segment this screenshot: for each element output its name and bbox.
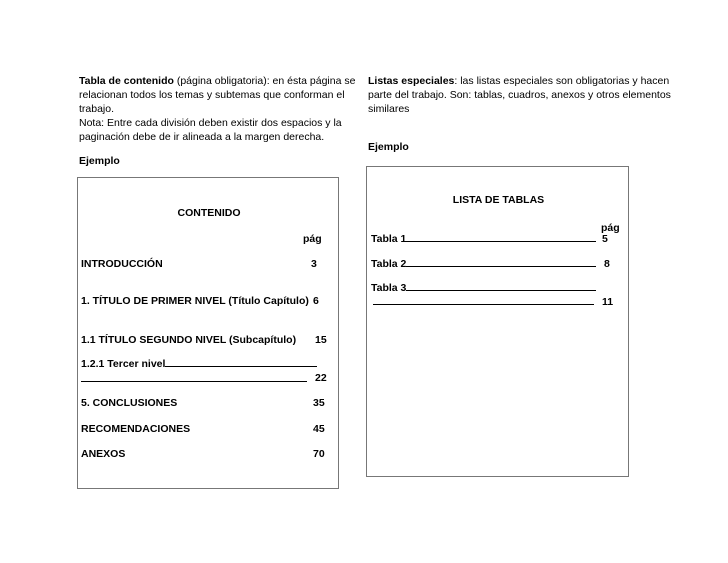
toc-intro-text: (página obligatoria): en ésta página se <box>173 75 356 87</box>
lists-entry-label <box>371 232 596 246</box>
toc-box-title: CONTENIDO <box>177 207 241 219</box>
toc-example-label: Ejemplo <box>79 155 120 167</box>
toc-example-box <box>77 177 339 489</box>
leader-line <box>81 372 307 382</box>
lists-entry-label-text: Tabla 3 <box>371 282 407 294</box>
toc-entry-label: 1. TÍTULO DE PRIMER NIVEL (Título Capítulo) <box>81 295 309 307</box>
leader-line <box>373 295 594 305</box>
lists-example-label: Ejemplo <box>368 141 409 153</box>
lists-entry-label-text: Tabla 1 <box>371 233 407 245</box>
toc-entry-page: 35 <box>313 397 325 409</box>
toc-entry-page: 70 <box>313 448 325 460</box>
toc-intro-note-line-1: Nota: Entre cada división deben existir dos espacios y la <box>79 117 342 129</box>
toc-entry-page: 45 <box>313 423 325 435</box>
toc-entry-label: 5. CONCLUSIONES <box>81 397 178 409</box>
lists-entry-label-text: Tabla 2 <box>371 258 407 270</box>
lists-box-title: LISTA DE TABLAS <box>452 194 545 206</box>
lists-intro-text: : las listas especiales son obligatorias y hacen <box>454 75 670 87</box>
leader-line <box>165 357 317 367</box>
lists-entry-page: 8 <box>604 258 610 270</box>
lists-entry-label <box>371 257 596 271</box>
toc-entry-page: 6 <box>313 295 319 307</box>
lists-intro-line-3: similares <box>368 103 410 115</box>
toc-intro-line-3: trabajo. <box>79 103 115 115</box>
lists-entry-label <box>371 281 596 295</box>
lists-page-header: pág <box>601 222 620 234</box>
toc-intro-line-1 <box>79 74 355 88</box>
lists-entry-page: 5 <box>602 233 608 245</box>
lists-example-box <box>366 166 629 477</box>
lists-entry-page: 11 <box>602 296 614 308</box>
toc-entry-page: 22 <box>315 372 327 384</box>
toc-entry-label: RECOMENDACIONES <box>81 423 191 435</box>
lists-intro-title: Listas especiales <box>368 75 455 87</box>
leader-line <box>406 257 596 267</box>
lists-intro-line-1 <box>368 74 669 88</box>
toc-entry-page: 15 <box>315 334 327 346</box>
toc-intro-note-line-2: paginación debe de ir alineada a la margen derecha. <box>79 131 325 143</box>
toc-entry-label-text: 1.2.1 Tercer nivel <box>81 358 166 370</box>
leader-line <box>406 232 596 242</box>
toc-page-header: pág <box>303 233 322 245</box>
toc-entry-label: 1.1 TÍTULO SEGUNDO NIVEL (Subcapítulo) <box>81 334 297 346</box>
toc-entry-page: 3 <box>311 258 317 270</box>
lists-intro-line-2: parte del trabajo. Son: tablas, cuadros, anexos y otros elementos <box>368 89 671 101</box>
leader-line <box>406 281 596 291</box>
toc-entry-label: ANEXOS <box>81 448 126 460</box>
toc-entry-label: INTRODUCCIÓN <box>81 258 163 270</box>
toc-intro-line-2: relacionan todos los temas y subtemas que conforman el <box>79 89 345 101</box>
toc-entry-label <box>81 357 317 371</box>
toc-intro-title: Tabla de contenido <box>79 75 174 87</box>
